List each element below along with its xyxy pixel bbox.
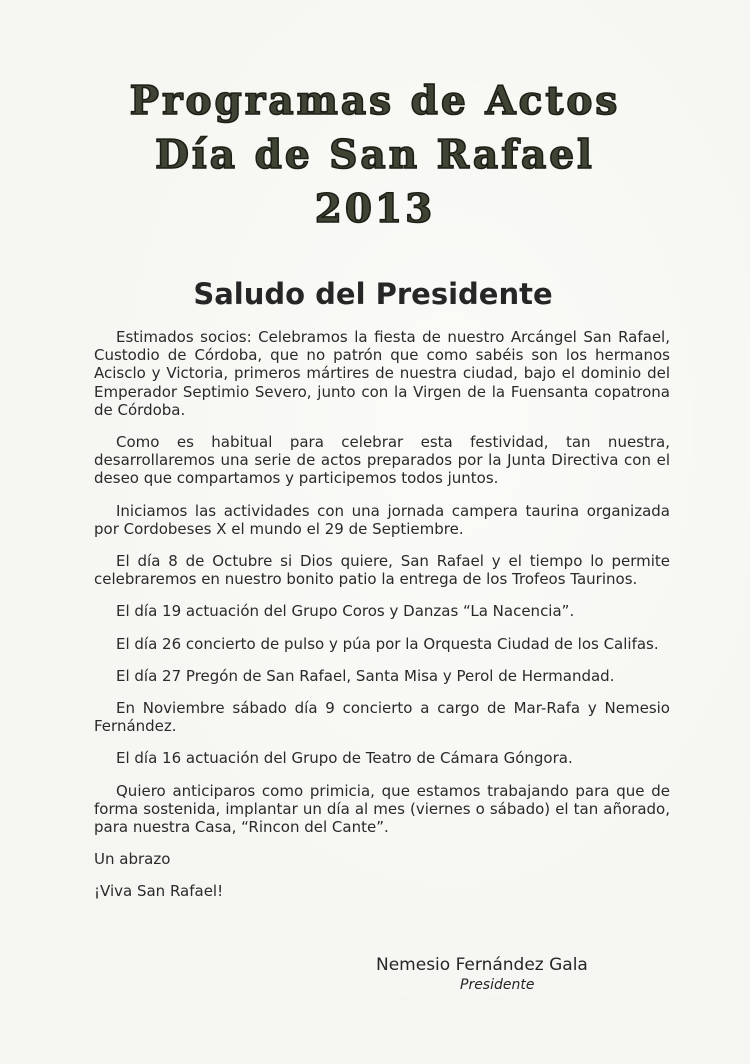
letter-paragraph-7: El día 27 Pregón de San Rafael, Santa Misa y Perol de Hermandad. [116,666,615,685]
signature-role: Presidente [460,977,535,993]
title-line-3: 2013 [314,186,436,232]
letter-paragraph-2: Como es habitual para celebrar esta festividad, tan nuestra, desarrollaremos una serie de actos preparados por la Junta Directiva con el deseo que compartamos y participemos todos juntos. [94,433,670,488]
letter-body [94,328,670,915]
title-line-1: Programas de Actos [129,78,621,124]
letter-paragraph-5: El día 19 actuación del Grupo Coros y Danzas “La Nacencia”. [116,602,575,621]
signature-name: Nemesio Fernández Gala [376,955,588,975]
letter-paragraph-10: Quiero anticiparos como primicia, que estamos trabajando para que de forma sostenida, implantar un día al mes (viernes o sábado) el tan añorado, para nuestra Casa, “Rincon del Cante”. [94,781,670,837]
letter-paragraph-4: El día 8 de Octubre si Dios quiere, San Rafael y el tiempo lo permite celebraremos en nuestro bonito patio la entrega de los Trofeos Taurinos. [94,552,670,589]
letter-heading: Saludo del Presidente [193,277,553,311]
letter-paragraph-8: En Noviembre sábado día 9 concierto a cargo de Mar-Rafa y Nemesio Fernández. [94,699,670,736]
closing-line-1: Un abrazo [94,850,171,869]
closing-line-2: ¡Viva San Rafael! [94,882,224,901]
letter-paragraph-6: El día 26 concierto de pulso y púa por la Orquesta Ciudad de los Califas. [116,634,659,653]
letter-paragraph-1: Estimados socios: Celebramos la fiesta de nuestro Arcángel San Rafael, Custodio de Córdoba, que no patrón que como sabéis son los hermanos Acisclo y Victoria, primeros mártires de nuestra ciudad, bajo el dominio del Emperador Septimio Severo, junto con la Virgen de la Fuensanta copatrona de Córdoba. [94,328,670,419]
letter-paragraph-9: El día 16 actuación del Grupo de Teatro de Cámara Góngora. [116,749,573,768]
letter-paragraph-3: Iniciamos las actividades con una jornada campera taurina organizada por Cordobeses X el mundo el 29 de Septiembre. [94,501,670,538]
signature-block [376,954,636,994]
title-line-2: Día de San Rafael [155,132,595,178]
document-title [0,74,750,236]
